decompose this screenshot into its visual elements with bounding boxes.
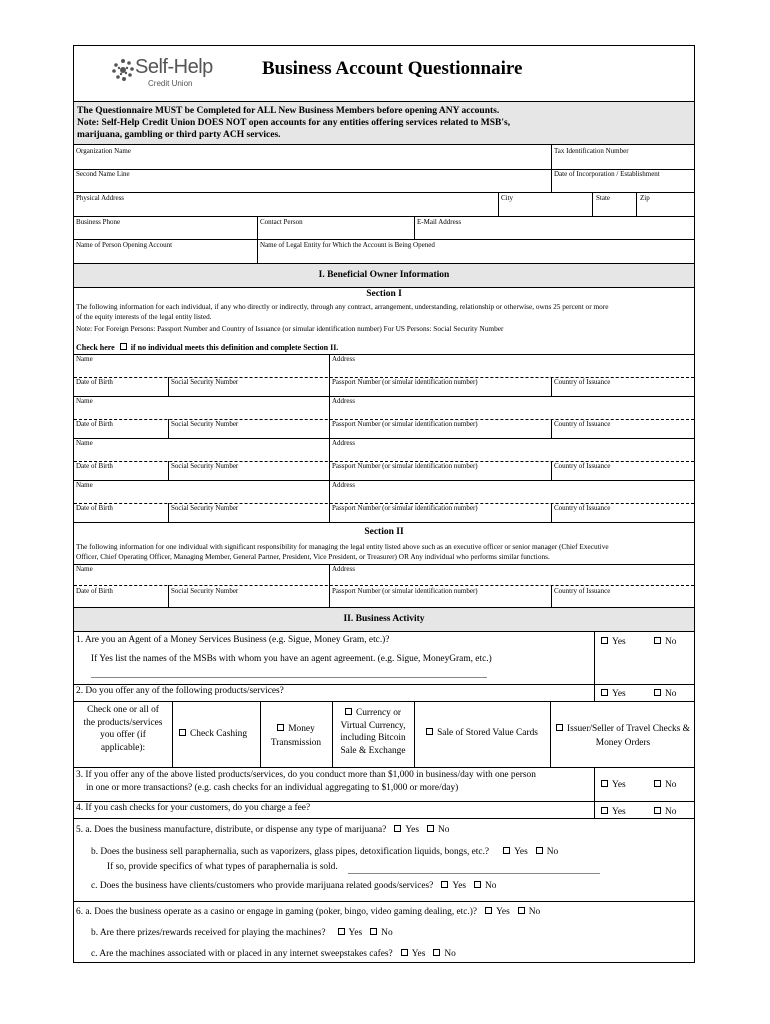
- description-line: Officer, Chief Operating Officer, Managing Member, General Partner, President, Vice President, or Treasurer) OR Any individual who performs similar functions.: [76, 552, 550, 561]
- check-prefix: Check here: [76, 343, 115, 352]
- option-label: Money Orders: [595, 738, 651, 748]
- yes-label: Yes: [514, 847, 528, 857]
- question-line: in one or more transactions? (e.g. cash checks for an individual aggregating to $1,000 or more/day): [86, 783, 459, 793]
- option-stored-value-cards[interactable]: [414, 728, 550, 738]
- option-check-cashing[interactable]: [179, 729, 247, 740]
- option-travel-checks[interactable]: [550, 722, 696, 750]
- checkbox[interactable]: [654, 780, 661, 787]
- owner-1-address[interactable]: Address: [332, 355, 355, 363]
- owner-3-passport[interactable]: Passport Number (or simular identification number): [332, 462, 478, 470]
- no-label: No: [665, 689, 677, 699]
- field-person-opening[interactable]: Name of Person Opening Account: [76, 241, 173, 249]
- field-tax-id[interactable]: Tax Identification Number: [554, 147, 629, 155]
- checkbox[interactable]: [345, 708, 352, 715]
- owner-4-country[interactable]: Country of Issuance: [554, 504, 611, 512]
- section-i-heading: Section I: [366, 289, 402, 299]
- section-i-description: [76, 302, 608, 334]
- yes-label: Yes: [496, 907, 510, 917]
- question-5a-no[interactable]: [427, 825, 449, 835]
- no-label: No: [665, 780, 677, 790]
- owner-4-ssn[interactable]: Social Security Number: [171, 504, 239, 512]
- option-virtual-currency[interactable]: [332, 707, 414, 757]
- question-3-yes[interactable]: [601, 780, 626, 791]
- question-6c: [91, 949, 456, 960]
- checkbox[interactable]: [433, 949, 440, 956]
- checkbox[interactable]: [394, 825, 401, 832]
- question-line: 3. If you offer any of the above listed products/services, do you conduct more than $1,000 in business/day with one person: [76, 770, 536, 780]
- question-text: c. Are the machines associated with or placed in any internet sweepstakes cafes?: [91, 949, 393, 959]
- yes-label: Yes: [452, 881, 466, 891]
- logo-icon: [110, 57, 136, 83]
- no-label: No: [444, 949, 456, 959]
- checkbox[interactable]: [536, 847, 543, 854]
- checkbox[interactable]: [427, 825, 434, 832]
- question-1-yes[interactable]: [601, 637, 626, 648]
- field-incorporation-date[interactable]: Date of Incorporation / Establishment: [554, 170, 660, 178]
- question-text: 6. a. Does the business operate as a casino or engage in gaming (poker, bingo, video gaming dealing, etc.)?: [76, 907, 478, 917]
- question-text: c. Does the business have clients/customers who provide marijuana related goods/services?: [91, 881, 434, 891]
- checkbox[interactable]: [654, 807, 661, 814]
- section-ii-heading: Section II: [364, 527, 404, 537]
- no-label: No: [528, 907, 541, 917]
- yes-label: Yes: [612, 689, 626, 699]
- manager-ssn[interactable]: Social Security Number: [171, 587, 239, 595]
- section-heading-business-activity: II. Business Activity: [343, 614, 425, 624]
- field-organization-name[interactable]: Organization Name: [76, 147, 131, 155]
- owner-3-address[interactable]: Address: [332, 439, 355, 447]
- question-3: [76, 770, 536, 794]
- notice-line: The Questionnaire MUST be Completed for ALL New Business Members before opening ANY accounts.: [77, 106, 500, 116]
- checkbox[interactable]: [503, 847, 510, 854]
- manager-passport[interactable]: Passport Number (or simular identification number): [332, 587, 478, 595]
- field-zip[interactable]: Zip: [640, 194, 650, 202]
- section-heading-beneficial-owner: I. Beneficial Owner Information: [318, 270, 450, 280]
- checkbox[interactable]: [277, 724, 284, 731]
- option-label: Virtual Currency,: [340, 720, 406, 731]
- owner-3-dob[interactable]: Date of Birth: [76, 462, 113, 470]
- logo: [110, 54, 230, 90]
- field-legal-entity[interactable]: Name of Legal Entity for Which the Account is Being Opened: [260, 241, 435, 249]
- option-label: Sale of Stored Value Cards: [437, 728, 538, 738]
- description-line: of the equity interests of the legal entity listed.: [76, 312, 212, 321]
- yes-label: Yes: [612, 780, 626, 790]
- manager-country[interactable]: Country of Issuance: [554, 587, 611, 595]
- products-instructions: [74, 704, 172, 754]
- owner-3-name[interactable]: Name: [76, 439, 93, 447]
- field-contact-person[interactable]: Contact Person: [260, 218, 303, 226]
- question-6c-yes[interactable]: [401, 949, 426, 959]
- checkbox[interactable]: [556, 724, 563, 731]
- manager-name[interactable]: Name: [76, 565, 93, 573]
- question-2-no[interactable]: [654, 689, 676, 700]
- question-5c-yes[interactable]: [441, 881, 466, 891]
- option-label: Sale & Exchange: [340, 745, 406, 756]
- checkbox[interactable]: [518, 907, 525, 914]
- question-text: 5. a. Does the business manufacture, distribute, or dispense any type of marijuana?: [76, 825, 387, 835]
- checkbox[interactable]: [179, 729, 186, 736]
- section-ii-description: [76, 542, 609, 562]
- no-label: No: [546, 847, 559, 857]
- checkbox[interactable]: [601, 637, 608, 644]
- owner-3-country[interactable]: Country of Issuance: [554, 462, 611, 470]
- option-money-transmission[interactable]: [260, 722, 332, 750]
- checkbox[interactable]: [338, 928, 345, 935]
- owner-4-dob[interactable]: Date of Birth: [76, 504, 113, 512]
- question-1-followup: If Yes list the names of the MSBs with whom you have an agent agreement. (e.g. Sigue, MoneyGram, etc.): [91, 654, 492, 664]
- yes-label: Yes: [411, 949, 426, 959]
- question-5b-no[interactable]: [536, 847, 558, 857]
- description-line: Note: For Foreign Persons: Passport Number and Country of Issuance (or simular identification number) For US Persons: Social Security Number: [76, 324, 504, 333]
- instr-line: applicable):: [100, 742, 146, 753]
- description-line: The following information for each individual, if any who directly or indirectly, through any contract, arrangement, understanding, relationship or otherwise, owns 25 percent or more: [76, 302, 609, 311]
- questionnaire-form: [73, 45, 695, 963]
- question-1: 1. Are you an Agent of a Money Services Business (e.g. Sigue, Money Gram, etc.)?: [76, 635, 390, 645]
- option-label: Money: [288, 724, 315, 734]
- question-5c: [91, 881, 496, 892]
- owner-1-name[interactable]: Name: [76, 355, 93, 363]
- question-6b: [91, 928, 393, 939]
- question-5b-yes[interactable]: [503, 847, 528, 857]
- owner-4-address[interactable]: Address: [332, 481, 355, 489]
- question-5c-no[interactable]: [474, 881, 496, 891]
- instr-line: Check one or all of: [87, 705, 159, 715]
- field-second-name[interactable]: Second Name Line: [76, 170, 130, 178]
- field-city[interactable]: City: [501, 194, 514, 202]
- instr-line: you offer (if: [100, 730, 146, 740]
- manager-address[interactable]: Address: [332, 565, 355, 573]
- question-6b-yes[interactable]: [338, 928, 363, 938]
- yes-label: Yes: [405, 825, 419, 835]
- owner-1-country[interactable]: Country of Issuance: [554, 378, 611, 386]
- no-owner-checkbox[interactable]: [120, 343, 127, 350]
- owner-3-ssn[interactable]: Social Security Number: [171, 462, 239, 470]
- checkbox[interactable]: [654, 689, 661, 696]
- question-text: b. Does the business sell paraphernalia, such as vaporizers, glass pipes, detoxification liquids, bongs, etc.?: [91, 847, 490, 857]
- question-6a-yes[interactable]: [485, 907, 510, 917]
- manager-dob[interactable]: Date of Birth: [76, 587, 113, 595]
- no-label: No: [665, 637, 677, 647]
- checkbox[interactable]: [370, 928, 377, 935]
- field-physical-address[interactable]: Physical Address: [76, 194, 125, 202]
- question-3-no[interactable]: [654, 780, 676, 791]
- question-5a: [76, 825, 449, 836]
- owner-4-passport[interactable]: Passport Number (or simular identification number): [332, 504, 478, 512]
- option-label: Check Cashing: [190, 729, 248, 739]
- option-label: Currency or: [355, 708, 402, 718]
- question-2: 2. Do you offer any of the following products/services?: [76, 686, 284, 696]
- question-4: 4. If you cash checks for your customers, do you charge a fee?: [76, 803, 311, 813]
- checkbox[interactable]: [426, 728, 433, 735]
- option-label: Issuer/Seller of Travel Checks &: [567, 724, 690, 734]
- question-4-no[interactable]: [654, 807, 676, 818]
- notice-line: marijuana, gambling or third party ACH services.: [77, 130, 281, 140]
- checkbox[interactable]: [654, 637, 661, 644]
- question-6a-no[interactable]: [518, 907, 540, 917]
- no-label: No: [665, 807, 677, 817]
- checkbox[interactable]: [401, 949, 408, 956]
- owner-2-country[interactable]: Country of Issuance: [554, 420, 611, 428]
- field-business-phone[interactable]: Business Phone: [76, 218, 121, 226]
- paraphernalia-line[interactable]: [348, 873, 600, 874]
- yes-label: Yes: [612, 807, 626, 817]
- question-6b-no[interactable]: [370, 928, 392, 938]
- question-text: b. Are there prizes/rewards received for playing the machines?: [91, 928, 326, 938]
- owner-1-ssn[interactable]: Social Security Number: [171, 378, 239, 386]
- owner-2-dob[interactable]: Date of Birth: [76, 420, 113, 428]
- checkbox[interactable]: [441, 881, 448, 888]
- checkbox[interactable]: [601, 689, 608, 696]
- owner-1-passport[interactable]: Passport Number (or simular identification number): [332, 378, 478, 386]
- question-1-no[interactable]: [654, 637, 676, 648]
- checkbox[interactable]: [601, 807, 608, 814]
- logo-subtitle: Credit Union: [148, 79, 193, 88]
- logo-name: Self-Help: [135, 56, 213, 78]
- question-5b-followup: If so, provide specifics of what types of paraphernalia is sold.: [107, 862, 338, 872]
- no-owner-checkbox-row[interactable]: [76, 343, 338, 352]
- notice-line: Note: Self-Help Credit Union DOES NOT open accounts for any entities offering services related to MSB's,: [77, 118, 511, 128]
- no-label: No: [437, 825, 450, 835]
- form-title: Business Account Questionnaire: [262, 58, 523, 79]
- owner-2-ssn[interactable]: Social Security Number: [171, 420, 239, 428]
- question-6a: [76, 907, 540, 918]
- owner-2-passport[interactable]: Passport Number (or simular identification number): [332, 420, 478, 428]
- notice: [77, 105, 510, 141]
- instr-line: the products/services: [83, 717, 163, 728]
- owner-2-name[interactable]: Name: [76, 397, 93, 405]
- check-suffix: if no individual meets this definition and complete Section II.: [130, 343, 339, 352]
- option-label: Transmission: [270, 738, 322, 748]
- question-6c-no[interactable]: [433, 949, 455, 959]
- no-label: No: [381, 928, 393, 938]
- question-2-yes[interactable]: [601, 689, 626, 700]
- question-5b: [91, 847, 558, 858]
- field-email[interactable]: E-Mail Address: [417, 218, 462, 226]
- yes-label: Yes: [612, 637, 626, 647]
- msb-names-line[interactable]: [91, 677, 487, 678]
- checkbox[interactable]: [601, 780, 608, 787]
- checkbox[interactable]: [485, 907, 492, 914]
- question-4-yes[interactable]: [601, 807, 626, 818]
- no-label: No: [485, 881, 497, 891]
- question-5a-yes[interactable]: [394, 825, 419, 835]
- owner-4-name[interactable]: Name: [76, 481, 93, 489]
- option-label: including Bitcoin: [340, 733, 406, 743]
- field-state[interactable]: State: [596, 194, 610, 202]
- owner-1-dob[interactable]: Date of Birth: [76, 378, 113, 386]
- description-line: The following information for one individual with significant responsibility for managing the legal entity listed above such as an executive officer or senior manager (Chief Executive: [76, 542, 609, 551]
- yes-label: Yes: [348, 928, 363, 938]
- checkbox[interactable]: [474, 881, 481, 888]
- owner-2-address[interactable]: Address: [332, 397, 355, 405]
